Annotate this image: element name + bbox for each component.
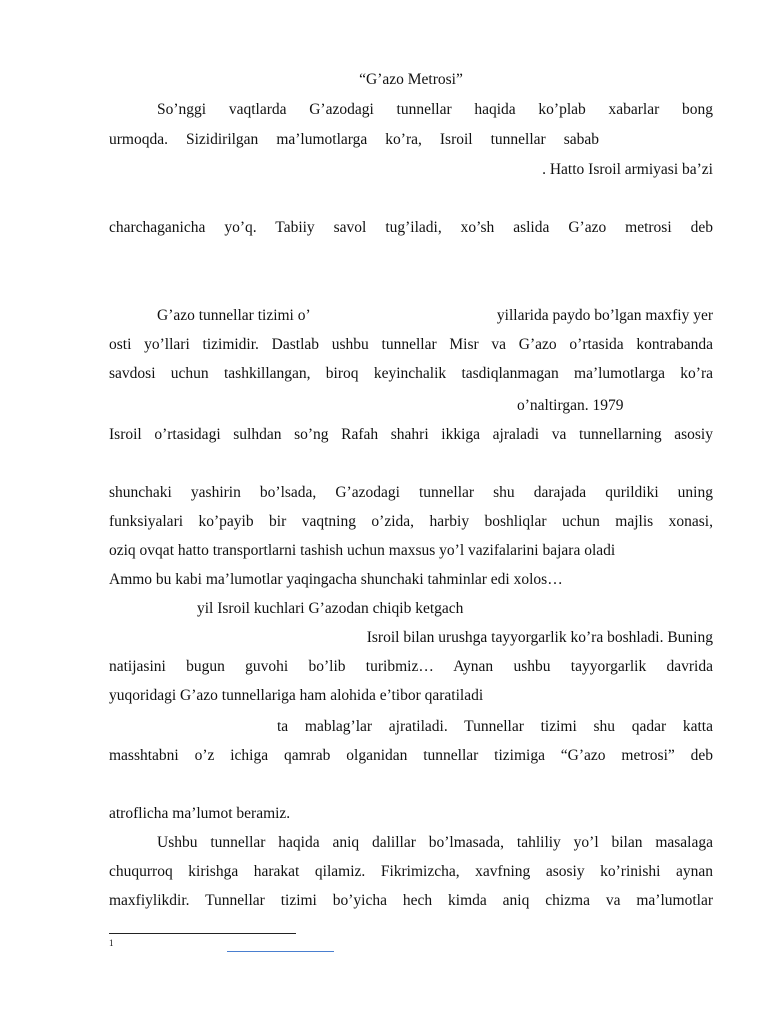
paragraph-line: charchaganicha yo’q. Tabiiy savol tug’iladi, xo’sh aslida G’azo metrosi deb	[109, 219, 713, 236]
paragraph-line: Ammo bu kabi ma’lumotlar yaqingacha shunchaki tahminlar edi xolos…	[109, 571, 563, 588]
paragraph-line: Isroil bilan urushga tayyorgarlik ko’ra boshladi. Buning	[366, 629, 713, 646]
paragraph-line: ta mablag’lar ajratiladi. Tunnellar tizimi shu qadar katta	[277, 718, 713, 735]
paragraph-line: maxfiylikdir. Tunnellar tizimi bo’yicha hech kimda aniq chizma va ma’lumotlar	[109, 892, 713, 909]
paragraph-line: atroflicha ma’lumot beramiz.	[109, 805, 291, 822]
paragraph-line: masshtabni o’z ichiga qamrab olganidan tunnellar tizimiga “G’azo metrosi” deb	[109, 747, 713, 764]
paragraph-line: G’azo tunnellar tizimi o’	[157, 307, 311, 324]
document-title: “G’azo Metrosi”	[359, 71, 463, 88]
paragraph-line: yuqoridagi G’azo tunnellariga ham alohida e’tibor qaratiladi	[109, 687, 484, 704]
paragraph-line: urmoqda. Sizidirilgan ma’lumotlarga ko’ra, Isroil tunnellar sabab	[109, 131, 599, 148]
paragraph-line: o’naltirgan. 1979	[517, 397, 624, 414]
paragraph-line: . Hatto Isroil armiyasi ba’zi	[542, 161, 713, 178]
footnote-link[interactable]	[227, 951, 334, 952]
paragraph-line: funksiyalari ko’payib bir vaqtning o’zida, harbiy boshliqlar uchun majlis xonasi,	[109, 513, 713, 530]
paragraph-line: natijasini bugun guvohi bo’lib turibmiz… Aynan ushbu tayyorgarlik davrida	[109, 658, 713, 675]
footnote-separator	[109, 933, 296, 934]
paragraph-line: yil Isroil kuchlari G’azodan chiqib ketgach	[197, 600, 464, 617]
paragraph-line: Ushbu tunnellar haqida aniq dalillar bo’lmasada, tahliliy yo’l bilan masalaga	[157, 834, 713, 851]
paragraph-line: oziq ovqat hatto transportlarni tashish uchun maxsus yo’l vazifalarini bajara oladi	[109, 542, 616, 559]
paragraph-line: chuqurroq kirishga harakat qilamiz. Fikrimizcha, xavfning asosiy ko’rinishi aynan	[109, 863, 713, 880]
paragraph-line: yillarida paydo bo’lgan maxfiy yer	[496, 307, 713, 324]
paragraph-line: So’nggi vaqtlarda G’azodagi tunnellar haqida ko’plab xabarlar bong	[157, 101, 713, 118]
paragraph-line: savdosi uchun tashkillangan, biroq keyinchalik tasdiqlanmagan ma’lumotlarga ko’ra	[109, 365, 713, 382]
paragraph-line: osti yo’llari tizimidir. Dastlab ushbu tunnellar Misr va G’azo o’rtasida kontrabanda	[109, 336, 713, 353]
paragraph-line: shunchaki yashirin bo’lsada, G’azodagi tunnellar shu darajada qurildiki uning	[109, 484, 713, 501]
footnote-number: 1	[109, 938, 114, 948]
paragraph-line: Isroil o’rtasidagi sulhdan so’ng Rafah shahri ikkiga ajraladi va tunnellarning asosiy	[109, 426, 713, 443]
